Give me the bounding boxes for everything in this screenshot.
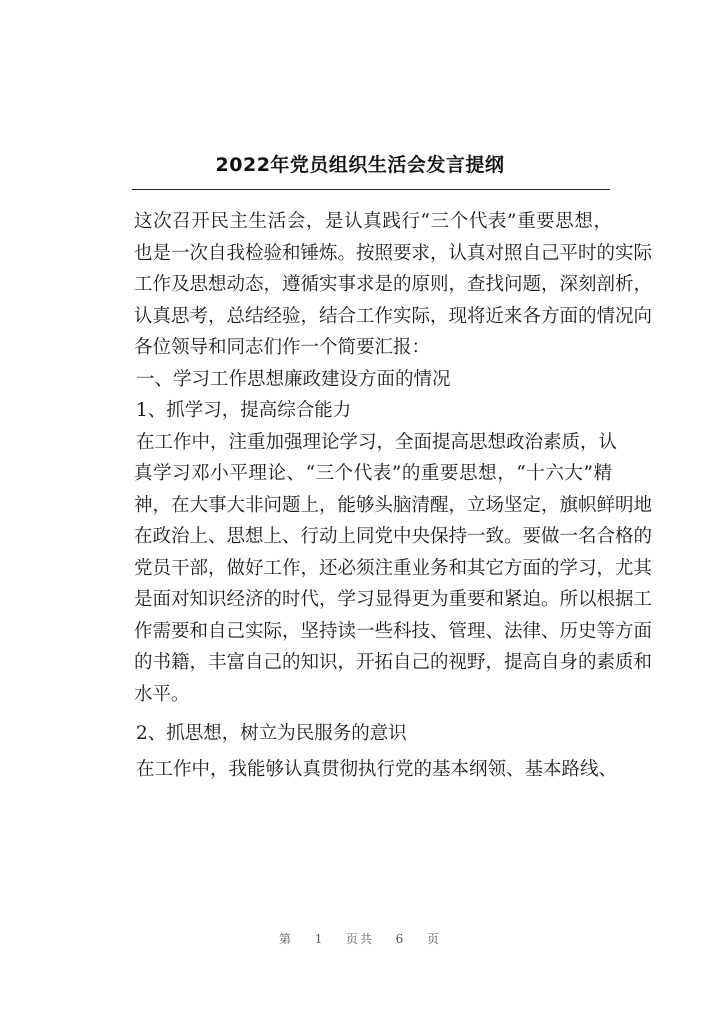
subsection-heading: 2、抓思想，树立为民服务的意识 xyxy=(136,723,407,744)
paragraph-line: 在政治上、思想上、行动上同党中央保持一致。要做一名合格的 xyxy=(134,526,653,547)
footer-suffix: 页 xyxy=(426,932,441,946)
footer-middle: 页共 xyxy=(345,932,374,946)
paragraph-line: 作需要和自己实际，坚持读一些科技、管理、法律、历史等方面 xyxy=(134,620,653,642)
paragraph-line: 也是一次自我检验和锤炼。按照要求，认真对照自己平时的实际 xyxy=(134,242,653,264)
paragraph-line: 水平。 xyxy=(134,683,190,705)
paragraph-line: 这次召开民主生活会，是认真践行“三个代表”重要思想， xyxy=(134,211,612,232)
paragraph-line: 在工作中，注重加强理论学习，全面提高思想政治素质，认 xyxy=(136,431,618,453)
subsection-heading: 1、抓学习，提高综合能力 xyxy=(136,400,352,421)
paragraph-line: 在工作中，我能够认真贯彻执行党的基本纲领、基本路线、 xyxy=(136,758,618,780)
paragraph-line: 是面对知识经济的时代，学习显得更为重要和紧迫。所以根据工 xyxy=(134,589,653,610)
page-footer xyxy=(0,930,720,947)
document-body xyxy=(134,206,653,785)
paragraph-line: 神，在大事大非问题上，能够头脑清醒，立场坚定，旗帜鲜明地 xyxy=(134,494,653,516)
paragraph-line: 党员干部，做好工作，还必须注重业务和其它方面的学习，尤其 xyxy=(134,557,653,579)
paragraph-line: 的书籍，丰富自己的知识，开拓自己的视野，提高自身的素质和 xyxy=(134,652,653,673)
footer-prefix: 第 xyxy=(279,932,294,946)
paragraph-line: 工作及思想动态，遵循实事求是的原则，查找问题，深刻剖析， xyxy=(134,274,653,295)
paragraph-line: 认真思考，总结经验，结合工作实际，现将近来各方面的情况向 xyxy=(134,305,653,327)
section-heading: 一、学习工作思想廉政建设方面的情况 xyxy=(136,368,451,390)
document-title: 2022年党员组织生活会发言提纲 xyxy=(215,154,505,176)
paragraph-line: 真学习邓小平理论、“三个代表”的重要思想，“十六大”精 xyxy=(134,463,612,484)
title-divider xyxy=(132,189,610,190)
footer-total-pages: 6 xyxy=(395,932,406,946)
paragraph-line: 各位领导和同志们作一个简要汇报： xyxy=(134,337,431,358)
footer-page-number: 1 xyxy=(314,932,325,946)
